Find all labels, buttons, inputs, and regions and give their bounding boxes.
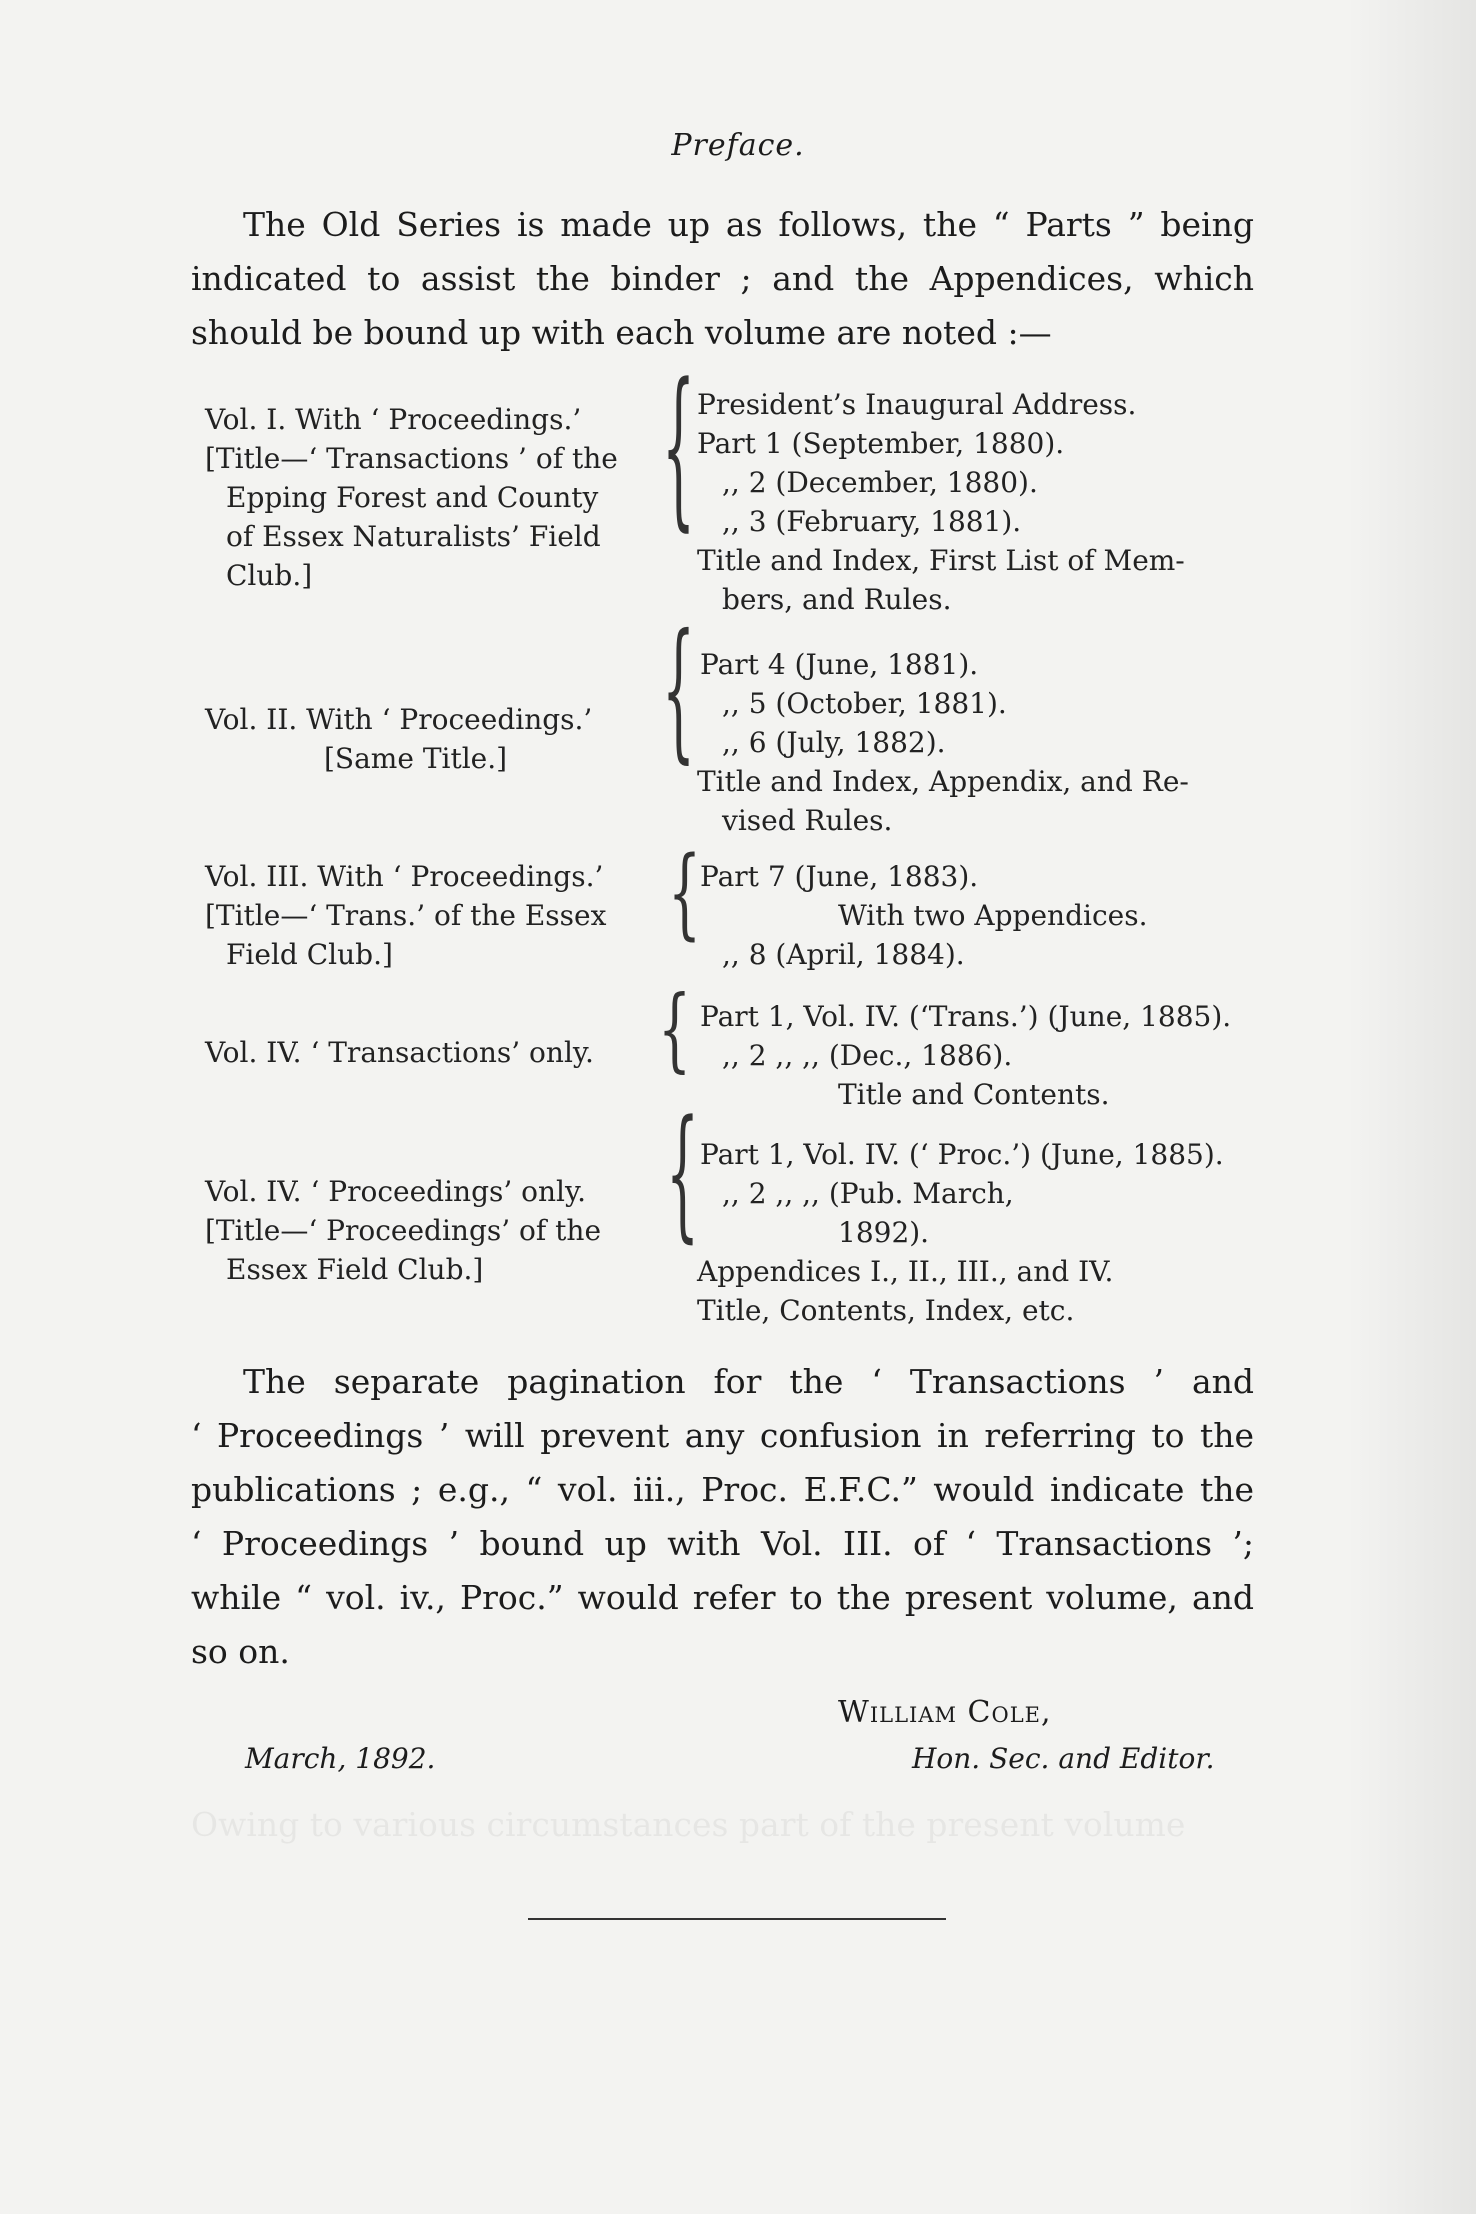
vol4-left-line: Vol. IV. ‘ Transactions’ only. [205,1036,594,1069]
vol3-right-line: ,, 8 (April, 1884). [722,938,965,971]
vol1-right-line: President’s Inaugural Address. [697,388,1137,421]
vol1-right-line: ,, 3 (February, 1881). [722,505,1022,538]
vol1-right-line: ,, 2 (December, 1880). [722,466,1038,499]
vol5-left-line: Vol. IV. ‘ Proceedings’ only. [205,1175,587,1208]
closing-paragraph [191,1355,1254,1679]
closing-line: ‘ Proceedings ’ bound up with Vol. III. of ‘ Transactions ’; [191,1524,1254,1563]
page-heading: Preface. [671,128,805,163]
vol5-right-line: 1892). [838,1216,930,1249]
vol1-left-line: of Essex Naturalists’ Field [226,520,601,553]
vol1-left-line: Epping Forest and County [226,481,599,514]
closing-line [191,1355,1254,1409]
vol4-right-line: Title and Contents. [838,1078,1110,1111]
intro-line-text: The Old Series is made up as follows, the “ Parts ” being [243,205,1254,244]
vol5-left-line: [Title—‘ Proceedings’ of the [205,1214,602,1247]
closing-line: ‘ Proceedings ’ will prevent any confusion in referring to the [191,1416,1254,1455]
closing-line-text: The separate pagination for the ‘ Transactions ’ and [243,1362,1254,1401]
intro-paragraph [191,198,1254,360]
vol2-left-line: Vol. II. With ‘ Proceedings.’ [205,703,593,736]
intro-line [191,198,1254,252]
vol3-left-line: [Title—‘ Trans.’ of the Essex [205,899,607,932]
signature-date: March, 1892. [245,1742,436,1775]
vol2-right-line: Part 4 (June, 1881). [700,648,979,681]
vol5-right-line: Appendices I., II., III., and IV. [697,1255,1114,1288]
vol3-left-line: Vol. III. With ‘ Proceedings.’ [205,860,604,893]
intro-line: indicated to assist the binder ; and the Appendices, which [191,259,1254,298]
show-through-text: Owing to various circumstances part of the present volume [191,1805,1186,1844]
vol5-right-line: Part 1, Vol. IV. (‘ Proc.’) (June, 1885). [700,1138,1224,1171]
vol1-right-line: bers, and Rules. [722,583,952,616]
vol2-left-line: [Same Title.] [324,742,508,775]
signature-title: Hon. Sec. and Editor. [912,1742,1215,1775]
curly-brace: { [666,1092,700,1258]
vol1-left-line: Vol. I. With ‘ Proceedings.’ [205,403,582,436]
vol1-right-line: Part 1 (September, 1880). [697,427,1065,460]
vol5-left-line: Essex Field Club.] [226,1253,484,1286]
vol1-right-line: Title and Index, First List of Mem- [697,544,1185,577]
closing-rule [528,1918,946,1920]
closing-line: publications ; e.g., “ vol. iii., Proc. E.F.C.” would indicate the [191,1470,1254,1509]
vol5-right-line: ,, 2 ,, ,, (Pub. March, [722,1177,1014,1210]
closing-line: while “ vol. iv., Proc.” would refer to the present volume, and [191,1578,1254,1617]
curly-brace: { [662,350,696,549]
closing-line: so on. [191,1632,290,1671]
vol2-right-line: Title and Index, Appendix, and Re- [697,765,1189,798]
signature-name: William Cole, [838,1695,1052,1730]
curly-brace: { [658,977,692,1083]
vol4-right-line: ,, 2 ,, ,, (Dec., 1886). [722,1039,1013,1072]
curly-brace: { [662,605,696,780]
page-edge-shadow [1346,0,1476,2214]
vol3-right-line: Part 7 (June, 1883). [700,860,979,893]
curly-brace: { [668,837,702,952]
vol2-right-line: ,, 6 (July, 1882). [722,726,946,759]
vol1-left-line: Club.] [226,559,313,592]
vol3-right-line: With two Appendices. [838,899,1148,932]
intro-line: should be bound up with each volume are noted :— [191,313,1052,352]
vol4-right-line: Part 1, Vol. IV. (‘Trans.’) (June, 1885). [700,1000,1232,1033]
vol2-right-line: vised Rules. [722,804,893,837]
vol5-right-line: Title, Contents, Index, etc. [697,1294,1075,1327]
vol1-left-line: [Title—‘ Transactions ’ of the [205,442,618,475]
vol3-left-line: Field Club.] [226,938,393,971]
vol2-right-line: ,, 5 (October, 1881). [722,687,1007,720]
